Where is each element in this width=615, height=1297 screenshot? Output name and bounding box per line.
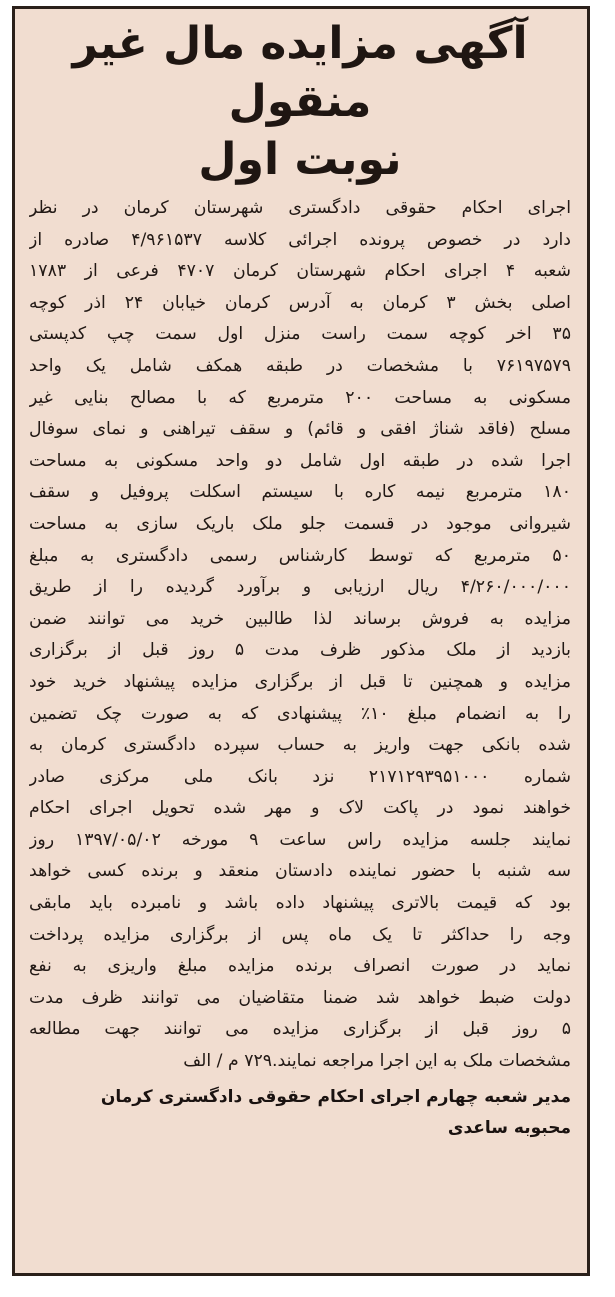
body-line: مسلح (فاقد شناژ افقی و قائم) و سقف تیراهنی و نمای سوفال xyxy=(29,419,571,440)
body-line: بود که قیمت بالاتری پیشنهاد داده باشد و نامبرده باید مابقی xyxy=(29,893,571,914)
signature-block xyxy=(29,1082,571,1144)
auction-notice xyxy=(12,6,590,1276)
body-line: ۳۵ اخر کوچه سمت راست منزل اول سمت چپ کدپستی xyxy=(29,324,571,345)
body-line: مشخصات ملک به این اجرا مراجعه نمایند.۷۲۹ م / الف xyxy=(183,1051,571,1072)
body-line: ۱۸۰ مترمربع نیمه کاره با سیستم اسکلت پروفیل و سقف xyxy=(29,482,571,503)
body-line: سه شنبه با حضور نماینده دادستان منعقد و برنده کسی خواهد xyxy=(29,861,571,882)
body-line: اصلی بخش ۳ کرمان به آدرس کرمان خیابان ۲۴ اذر کوچه xyxy=(29,292,571,313)
body-line: مسکونی به مساحت ۲۰۰ مترمربع که با مصالح بنایی غیر xyxy=(29,387,571,408)
body-line: دارد در خصوص پرونده اجرائی کلاسه ۴/۹۶۱۵۳۷ صادره از xyxy=(29,229,571,250)
notice-title: آگهی مزایده مال غیر منقول xyxy=(72,18,528,127)
notice-subtitle: نوبت اول xyxy=(198,134,402,185)
body-line: را به انضمام مبلغ ۱۰٪ پیشنهادی که به صورت چک تضمین xyxy=(29,703,571,724)
body-line: شیروانی موجود در قسمت جلو ملک باریک سازی به مساحت xyxy=(29,513,571,534)
body-line: ۴/۲۶۰/۰۰۰/۰۰۰ ریال ارزیابی و برآورد گردیده را از طریق xyxy=(29,577,571,598)
body-line: ۷۶۱۹۷۵۷۹ با مشخصات در طبقه همکف شامل یک واحد xyxy=(29,355,571,376)
body-line: دولت ضبط خواهد شد ضمنا متقاضیان می توانند ظرف مدت xyxy=(29,987,571,1008)
body-line: مزایده و همچنین تا قبل از برگزاری مزایده پیشنهاد خرید خود xyxy=(29,671,571,692)
signature-name: محبوبه ساعدی xyxy=(447,1117,571,1138)
signature-title: مدیر شعبه چهارم اجرای احکام حقوقی دادگستری کرمان xyxy=(100,1086,571,1107)
body-line: ۵۰ مترمربع که توسط کارشناس رسمی دادگستری به مبلغ xyxy=(29,545,571,566)
body-line: شده بانکی جهت واریز به حساب سپرده دادگستری کرمان به xyxy=(29,735,571,756)
body-line: شعبه ۴ اجرای احکام شهرستان کرمان ۴۷۰۷ فرعی از ۱۷۸۳ xyxy=(29,261,571,282)
body-line: اجرا شده در طبقه اول شامل دو واحد مسکونی به مساحت xyxy=(29,450,571,471)
body-line: نماید در صورت انصراف برنده مزایده مبلغ واریزی به نفع xyxy=(29,956,571,977)
body-line: اجرای احکام حقوقی دادگستری شهرستان کرمان در نظر xyxy=(29,198,571,218)
body-line: خواهند نمود در پاکت لاک و مهر شده تحویل اجرای احکام xyxy=(29,798,571,819)
body-line: مزایده به فروش برساند لذا طالبین خرید می توانند ضمن xyxy=(29,608,571,629)
body-line: نمایند جلسه مزایده راس ساعت ۹ مورخه ۱۳۹۷/۰۵/۰۲ روز xyxy=(29,829,571,850)
body-line: شماره ۲۱۷۱۲۹۳۹۵۱۰۰۰ نزد بانک ملی مرکزی صادر xyxy=(29,766,571,787)
notice-body xyxy=(29,193,571,1078)
body-line: ۵ روز قبل از برگزاری مزایده می توانند جهت مطالعه xyxy=(29,1019,571,1040)
body-line: وجه را حداکثر تا یک ماه پس از برگزاری مزایده پرداخت xyxy=(29,924,571,945)
body-line: بازدید از ملک مذکور ظرف مدت ۵ روز قبل از برگزاری xyxy=(29,640,571,661)
